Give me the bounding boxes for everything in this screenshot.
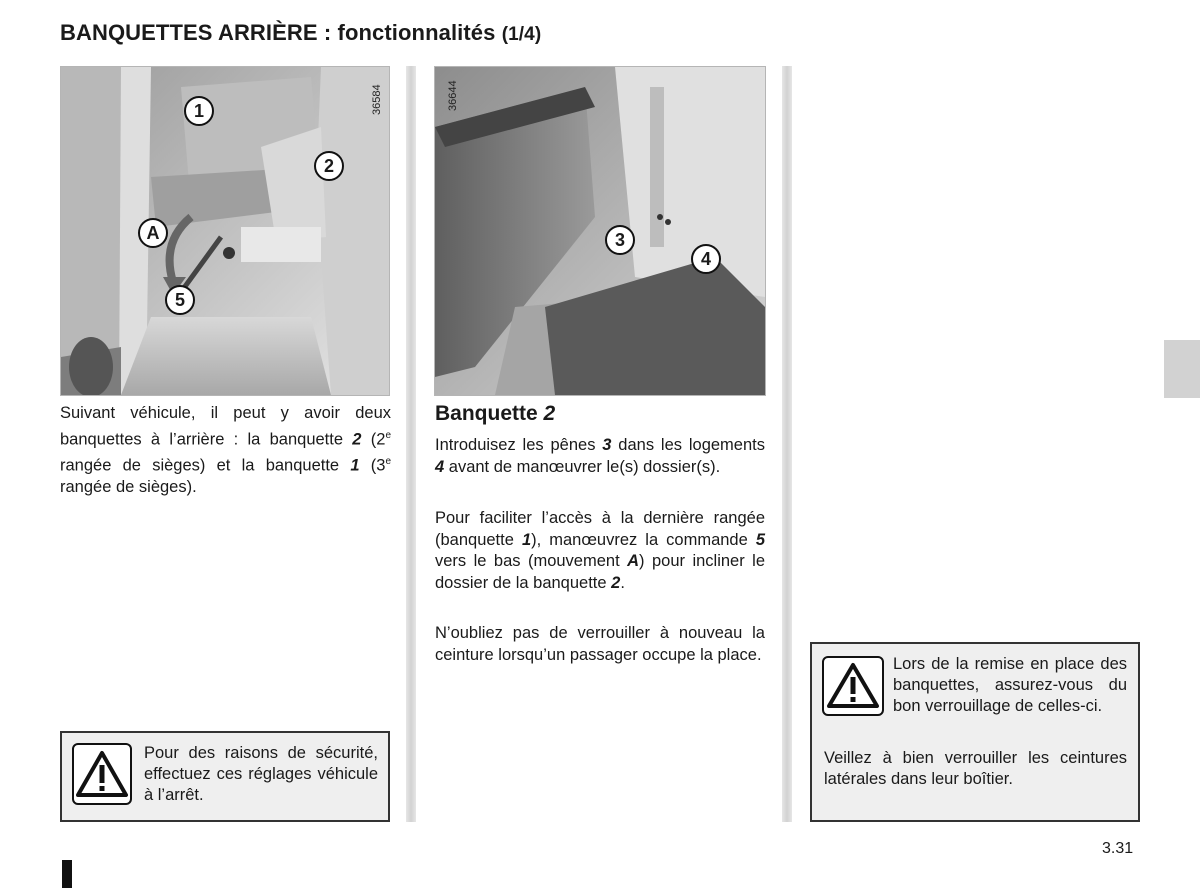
section-heading: Banquette 2 <box>435 402 556 425</box>
figure-rear-bench-middle <box>434 66 766 396</box>
column-divider-2 <box>782 66 792 822</box>
figure-number: 36584 <box>371 84 383 115</box>
callout-1: 1 <box>184 96 214 126</box>
title-main: BANQUETTES ARRIÈRE : fonctionnalités <box>60 20 496 45</box>
column-divider-1 <box>406 66 416 822</box>
callout-3: 3 <box>605 225 635 255</box>
warning-text: Pour des raisons de sécurité, effectuez ces réglages véhicule à l’arrêt. <box>144 744 378 804</box>
callout-a: A <box>138 218 168 248</box>
warning-text-2: Veillez à bien verrouiller les ceintures latérales dans leur boîtier. <box>824 749 1127 788</box>
warning-text-1: Lors de la remise en place des banquettes, assurez-vous du bon verrouillage de celles-ci. <box>893 655 1127 715</box>
chapter-tab <box>1164 340 1200 398</box>
paragraph-latches: Introduisez les pênes 3 dans les logements 4 avant de manœuvrer le(s) dossier(s). <box>435 436 765 476</box>
page-title <box>60 20 541 46</box>
intro-paragraph: Suivant véhicule, il peut y avoir deux banquettes à l’arrière : la banquette 2 (2e rangée de sièges) et la banquette 1 (3e rangée de sièges). <box>60 404 391 496</box>
warning-box-safety <box>60 731 390 822</box>
figure-rear-bench-left <box>60 66 390 396</box>
page-number: 3.31 <box>1102 840 1134 857</box>
corner-mark <box>62 860 72 888</box>
warning-icon <box>822 656 884 716</box>
callout-5: 5 <box>165 285 195 315</box>
warning-box-reinstall <box>810 642 1140 822</box>
title-part: (1/4) <box>501 24 542 45</box>
warning-icon <box>72 743 132 805</box>
callout-4: 4 <box>691 244 721 274</box>
paragraph-access: Pour faciliter l’accès à la dernière rangée (banquette 1), manœuvrez la commande 5 vers le bas (mouvement A) pour incliner le dossier de la banquette 2. <box>435 509 766 592</box>
paragraph-seatbelt: N’oubliez pas de verrouiller à nouveau la ceinture lorsqu’un passager occupe la place. <box>435 624 765 664</box>
callout-2: 2 <box>314 151 344 181</box>
figure-number: 36644 <box>447 80 459 111</box>
